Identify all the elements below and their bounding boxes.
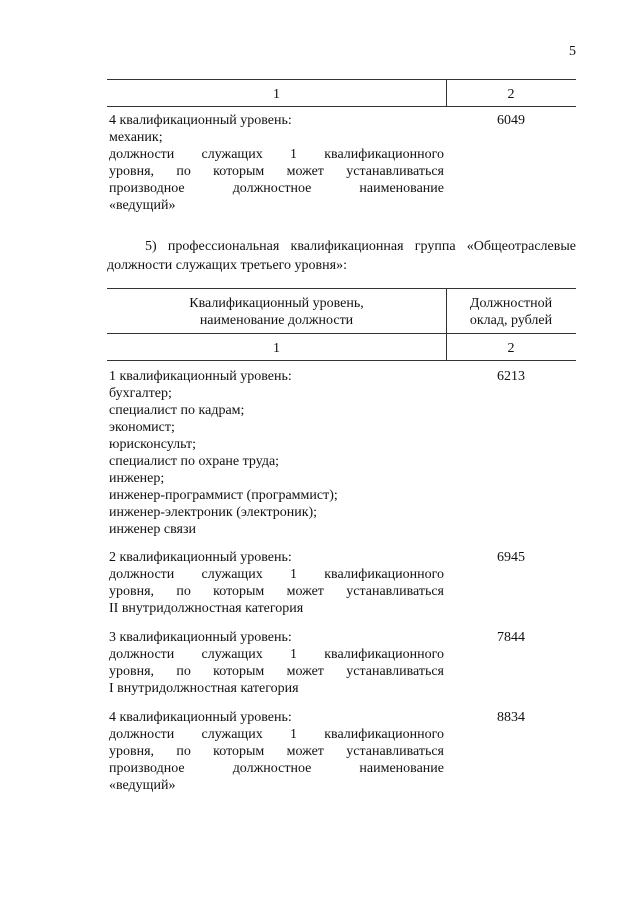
row-line: 4 квалификационный уровень: bbox=[109, 113, 292, 128]
header-line: оклад, рублей bbox=[469, 313, 553, 328]
row-line: специалист по охране труда; bbox=[109, 454, 280, 469]
table2-number-rule bbox=[107, 360, 576, 361]
table1-header-rule bbox=[107, 106, 576, 107]
row-line: «ведущий» bbox=[109, 198, 176, 213]
table2-row-2-salary: 6945 bbox=[497, 550, 525, 565]
row-line: «ведущий» bbox=[109, 778, 176, 793]
table2-header-rule bbox=[107, 333, 576, 334]
row-line: специалист по кадрам; bbox=[109, 403, 245, 418]
table1-row-1-description bbox=[109, 112, 444, 214]
table2-row-1-description bbox=[109, 368, 444, 538]
row-line: должности служащих 1 квалификационного bbox=[109, 567, 444, 582]
table2-row-4-description bbox=[109, 709, 444, 794]
table2-header-salary bbox=[446, 295, 576, 329]
table2-number-col1: 1 bbox=[273, 341, 280, 356]
paragraph-line: должности служащих третьего уровня»: bbox=[107, 258, 347, 273]
table1-top-rule bbox=[107, 79, 576, 80]
row-line: уровня, по которым может устанавливаться bbox=[109, 164, 444, 179]
row-line: должности служащих 1 квалификационного bbox=[109, 727, 444, 742]
row-line: II внутридолжностная категория bbox=[109, 601, 304, 616]
row-line: 3 квалификационный уровень: bbox=[109, 630, 292, 645]
row-line: инженер-программист (программист); bbox=[109, 488, 338, 503]
row-line: I внутридолжностная категория bbox=[109, 681, 299, 696]
section-5-paragraph bbox=[107, 237, 576, 275]
table2-row-1-salary: 6213 bbox=[497, 369, 525, 384]
table2-row-3-description bbox=[109, 629, 444, 697]
row-line: 4 квалификационный уровень: bbox=[109, 710, 292, 725]
row-line: производное должностное наименование bbox=[109, 761, 444, 776]
row-line: инженер; bbox=[109, 471, 165, 486]
paragraph-line: 5) профессиональная квалификационная группа «Общеотраслевые bbox=[145, 239, 576, 254]
row-line: инженер-электроник (электроник); bbox=[109, 505, 318, 520]
header-line: Квалификационный уровень, bbox=[189, 296, 364, 311]
header-line: наименование должности bbox=[199, 313, 354, 328]
row-line: уровня, по которым может устанавливаться bbox=[109, 664, 444, 679]
row-line: 2 квалификационный уровень: bbox=[109, 550, 292, 565]
table2-header-qualification-level bbox=[107, 295, 446, 329]
row-line: должности служащих 1 квалификационного bbox=[109, 147, 444, 162]
table1-header-col2: 2 bbox=[507, 87, 515, 102]
row-line: должности служащих 1 квалификационного bbox=[109, 647, 444, 662]
table2-top-rule bbox=[107, 288, 576, 289]
table2-number-col2: 2 bbox=[507, 341, 515, 356]
table1-row-1-salary: 6049 bbox=[497, 113, 525, 128]
row-line: экономист; bbox=[109, 420, 175, 435]
page-number: 5 bbox=[569, 44, 576, 59]
row-line: 1 квалификационный уровень: bbox=[109, 369, 292, 384]
row-line: уровня, по которым может устанавливаться bbox=[109, 584, 444, 599]
table2-row-3-salary: 7844 bbox=[497, 630, 525, 645]
row-line: уровня, по которым может устанавливаться bbox=[109, 744, 444, 759]
row-line: инженер связи bbox=[109, 522, 196, 537]
row-line: производное должностное наименование bbox=[109, 181, 444, 196]
row-line: юрисконсульт; bbox=[109, 437, 197, 452]
table2-row-2-description bbox=[109, 549, 444, 617]
row-line: механик; bbox=[109, 130, 163, 145]
table1-header-col1: 1 bbox=[273, 87, 280, 102]
header-line: Должностной bbox=[469, 296, 553, 311]
row-line: бухгалтер; bbox=[109, 386, 172, 401]
table2-row-4-salary: 8834 bbox=[497, 710, 525, 725]
